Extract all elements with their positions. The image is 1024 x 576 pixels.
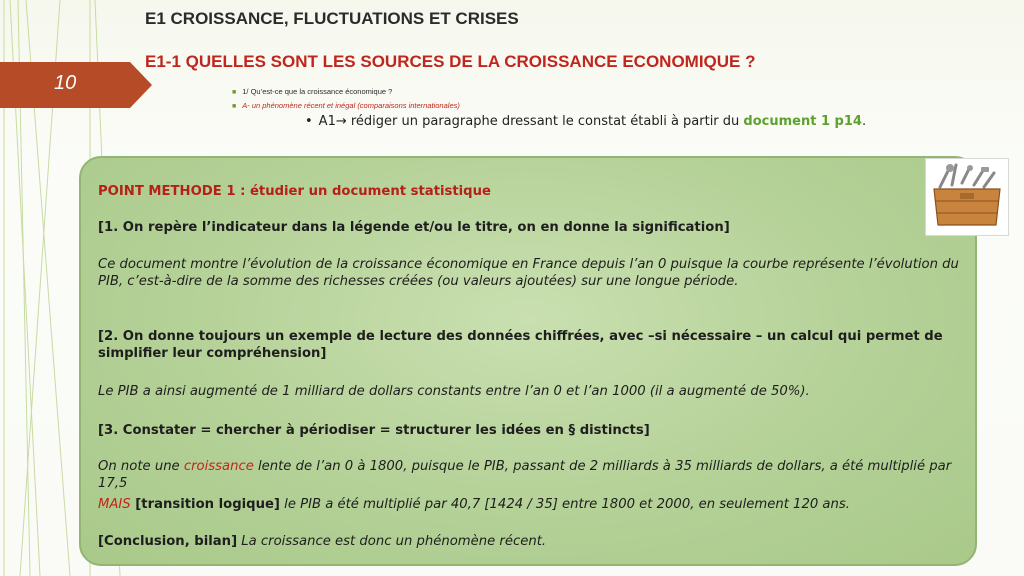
conclusion bbox=[98, 533, 968, 550]
task-bullet: • bbox=[305, 114, 313, 129]
croissance-highlight: croissance bbox=[183, 459, 254, 474]
para4-rest: le PIB a été multiplié par 40,7 [1424 / 35] entre 1800 et 2000, en seulement 120 ans. bbox=[279, 497, 850, 512]
step-1-paragraph: Ce document montre l’évolution de la croissance économique en France depuis l’an 0 puisque la courbe représente l’évolution du PIB, c’est-à-dire de la somme des richesses créées (ou valeurs ajoutées) sur une longue période. bbox=[98, 257, 959, 289]
slide-number: 10 bbox=[54, 72, 77, 94]
section-title: E1-1 QUELLES SONT LES SOURCES DE LA CROISSANCE ECONOMIQUE ? bbox=[145, 52, 756, 71]
outline-bullet-1-text: 1/ Qu’est-ce que la croissance économique ? bbox=[242, 87, 393, 96]
document-reference: document 1 p14 bbox=[743, 114, 862, 129]
step-2-heading: [2. On donne toujours un exemple de lecture des données chiffrées, avec –si nécessaire – un calcul qui permet de simplifier leur compréhension] bbox=[98, 329, 943, 361]
para3-after: lente de l’an 0 à 1800, puisque le PIB, passant de 2 milliards à 35 milliards de dollars, a été multiplié par 17,5 bbox=[98, 459, 952, 491]
task-prefix: A1→ rédiger un paragraphe dressant le constat établi à partir du bbox=[318, 114, 744, 129]
square-bullet-icon: ■ bbox=[232, 103, 237, 110]
square-bullet-icon: ■ bbox=[232, 89, 237, 96]
conclusion-label: [Conclusion, bilan] bbox=[98, 534, 238, 549]
outline-bullet-2-text: A- un phénomène récent et inégal (comparaisons internationales) bbox=[242, 101, 460, 110]
step-3-paragraph bbox=[98, 458, 978, 492]
para3-before: On note une bbox=[98, 459, 184, 474]
conclusion-text: La croissance est donc un phénomène récent. bbox=[237, 534, 547, 549]
outline-bullet-2 bbox=[232, 101, 460, 110]
method-title: POINT METHODE 1 : étudier un document statistique bbox=[98, 184, 491, 199]
step-3-heading: [3. Constater = chercher à périodiser = structurer les idées en § distincts] bbox=[98, 423, 650, 438]
step-3-paragraph-2 bbox=[98, 496, 968, 513]
step-2-paragraph: Le PIB a ainsi augmenté de 1 milliard de dollars constants entre l’an 0 et l’an 1000 (il a augmenté de 50%). bbox=[98, 384, 810, 399]
step-1-heading: [1. On repère l’indicateur dans la légende et/ou le titre, on en donne la signification] bbox=[98, 220, 730, 235]
task-suffix: . bbox=[861, 114, 867, 129]
mais-highlight: MAIS bbox=[98, 497, 131, 512]
task-instruction bbox=[305, 114, 866, 129]
slide-number-badge bbox=[0, 62, 130, 108]
outline-bullet-1 bbox=[232, 87, 392, 96]
transition-label: [transition logique] bbox=[130, 497, 280, 512]
chapter-title: E1 CROISSANCE, FLUCTUATIONS ET CRISES bbox=[145, 9, 519, 28]
